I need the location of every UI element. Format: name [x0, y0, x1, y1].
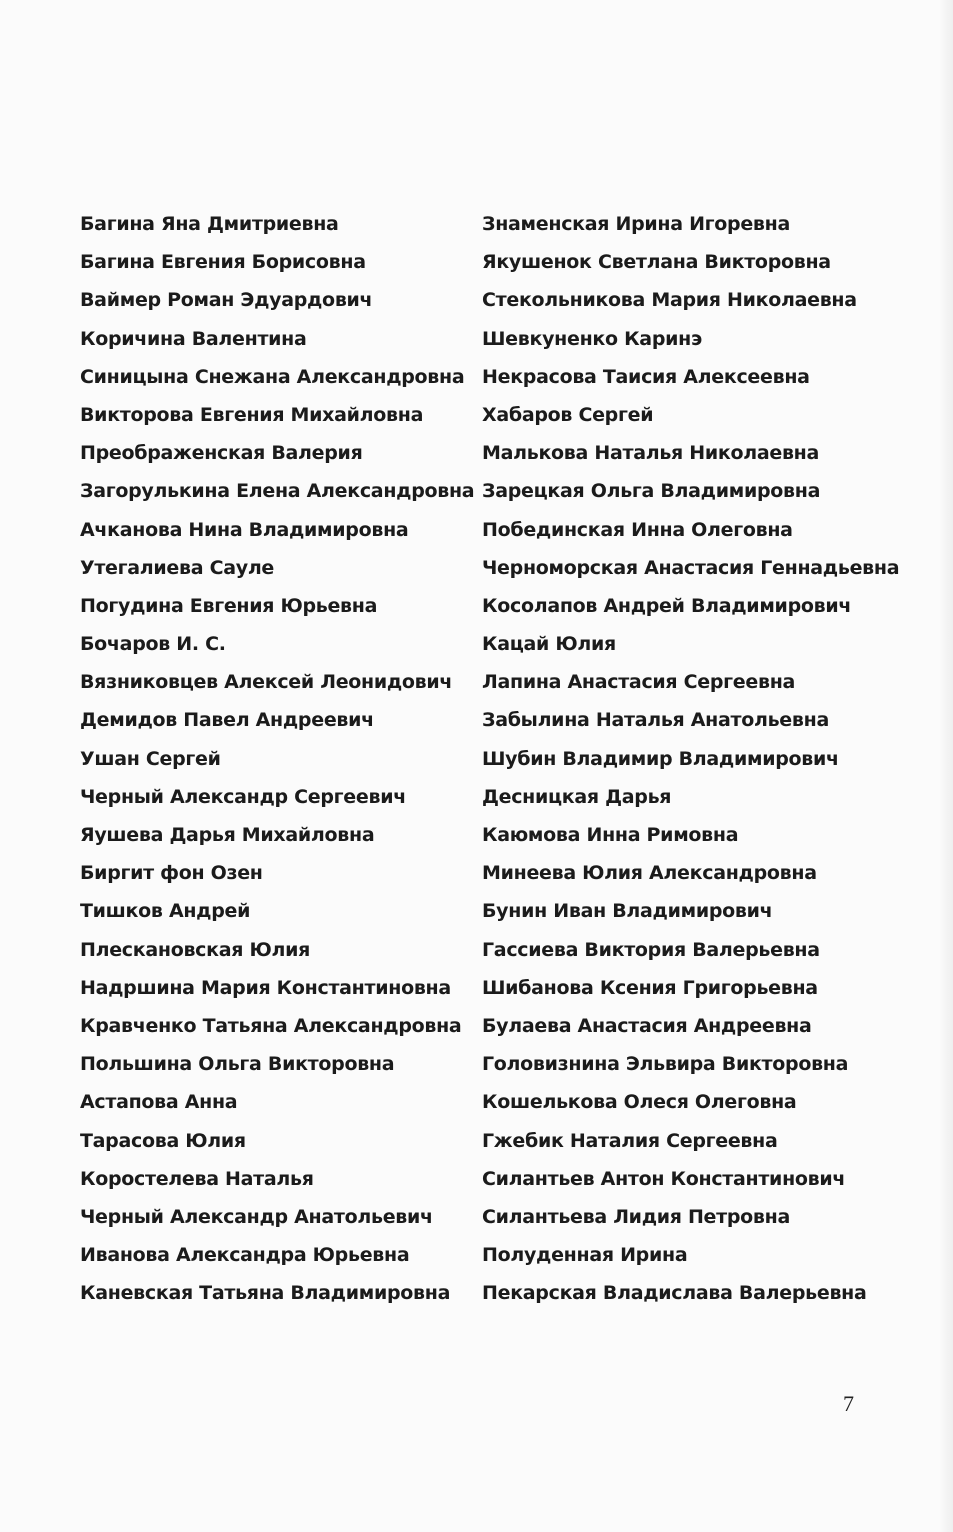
name-list-item: Викторова Евгения Михайловна: [80, 403, 424, 426]
name-list-item: Погудина Евгения Юрьевна: [80, 594, 378, 617]
name-list-item: Полуденная Ирина: [482, 1244, 688, 1267]
name-list-item: Силантьева Лидия Петровна: [482, 1205, 790, 1228]
name-list-item: Некрасова Таисия Алексеевна: [482, 365, 810, 388]
name-list-item: Головизнина Эльвира Викторовна: [482, 1053, 849, 1076]
name-list-item: Черный Александр Сергеевич: [80, 785, 406, 808]
name-list-item: Зарецкая Ольга Владимировна: [482, 480, 821, 503]
name-list-item: Тарасова Юлия: [80, 1129, 246, 1152]
name-list-item: Булаева Анастасия Андреевна: [482, 1014, 812, 1037]
name-list-item: Малькова Наталья Николаевна: [482, 442, 820, 465]
name-list-item: Кравченко Татьяна Александровна: [80, 1014, 462, 1037]
name-list-item: Яушева Дарья Михайловна: [80, 824, 375, 846]
name-list-item: Каюмова Инна Римовна: [482, 824, 739, 846]
name-list-item: Десницкая Дарья: [482, 785, 672, 808]
name-list-item: Гассиева Виктория Валерьевна: [482, 938, 820, 961]
name-list-item: Якушенок Светлана Викторовна: [482, 251, 831, 274]
page-number: 7: [843, 1391, 854, 1416]
name-list-item: Кошелькова Олеся Олеговна: [482, 1091, 797, 1114]
name-list-item: Багина Евгения Борисовна: [80, 251, 366, 274]
name-list-item: Бунин Иван Владимирович: [482, 900, 773, 923]
name-list-item: Минеева Юлия Александровна: [482, 862, 817, 885]
name-list-item: Косолапов Андрей Владимирович: [482, 594, 852, 617]
name-list-item: Ачканова Нина Владимировна: [80, 518, 409, 541]
name-list-item: Тишков Андрей: [80, 900, 251, 923]
name-list-item: Стекольникова Мария Николаевна: [482, 289, 857, 312]
name-list-item: Вязниковцев Алексей Леонидович: [80, 671, 453, 694]
name-list-item: Багина Яна Дмитриевна: [80, 213, 339, 235]
name-list-item: Черный Александр Анатольевич: [80, 1205, 433, 1228]
name-list-item: Гжебик Наталия Сергеевна: [482, 1129, 778, 1152]
name-list-item: Каневская Татьяна Владимировна: [80, 1282, 451, 1305]
name-list-item: Бочаров И. С.: [80, 633, 226, 656]
name-list-item: Преображенская Валерия: [80, 442, 363, 465]
name-list-item: Шевкуненко Каринэ: [482, 327, 702, 350]
name-list-item: Силантьев Антон Константинович: [482, 1167, 846, 1190]
name-list-item: Лапина Анастасия Сергеевна: [482, 671, 796, 694]
name-list-item: Пекарская Владислава Валерьевна: [482, 1282, 867, 1305]
name-list-item: Шибанова Ксения Григорьевна: [482, 976, 818, 999]
name-list-item: Надршина Мария Константиновна: [80, 976, 451, 999]
name-list-item: Синицына Снежана Александровна: [80, 365, 465, 388]
name-list-item: Утегалиева Сауле: [80, 556, 275, 579]
name-list-item: Шубин Владимир Владимирович: [482, 747, 839, 770]
name-list-item: Черноморская Анастасия Геннадьевна: [482, 556, 900, 579]
name-list-item: Ушан Сергей: [80, 747, 221, 770]
names-column-right: [482, 205, 942, 1312]
name-list-item: Ваймер Роман Эдуардович: [80, 289, 373, 312]
name-list-item: Польшина Ольга Викторовна: [80, 1053, 395, 1076]
name-list-item: Биргит фон Озен: [80, 862, 263, 885]
name-list-item: Коричина Валентина: [80, 327, 307, 350]
name-list-item: Плескановская Юлия: [80, 938, 311, 961]
name-list-item: Иванова Александра Юрьевна: [80, 1244, 410, 1267]
name-list-item: Кацай Юлия: [482, 633, 616, 656]
name-list-item: Побединская Инна Олеговна: [482, 518, 793, 541]
name-list-item: Знаменская Ирина Игоревна: [482, 213, 791, 235]
names-column-left: [80, 205, 480, 1312]
name-list-item: Астапова Анна: [80, 1091, 238, 1114]
name-list-item: Хабаров Сергей: [482, 403, 654, 426]
name-list-item: Загорулькина Елена Александровна: [80, 480, 475, 503]
name-list-item: Демидов Павел Андреевич: [80, 709, 374, 732]
name-list-item: Забылина Наталья Анатольевна: [482, 709, 829, 732]
name-list-item: Коростелева Наталья: [80, 1167, 314, 1190]
